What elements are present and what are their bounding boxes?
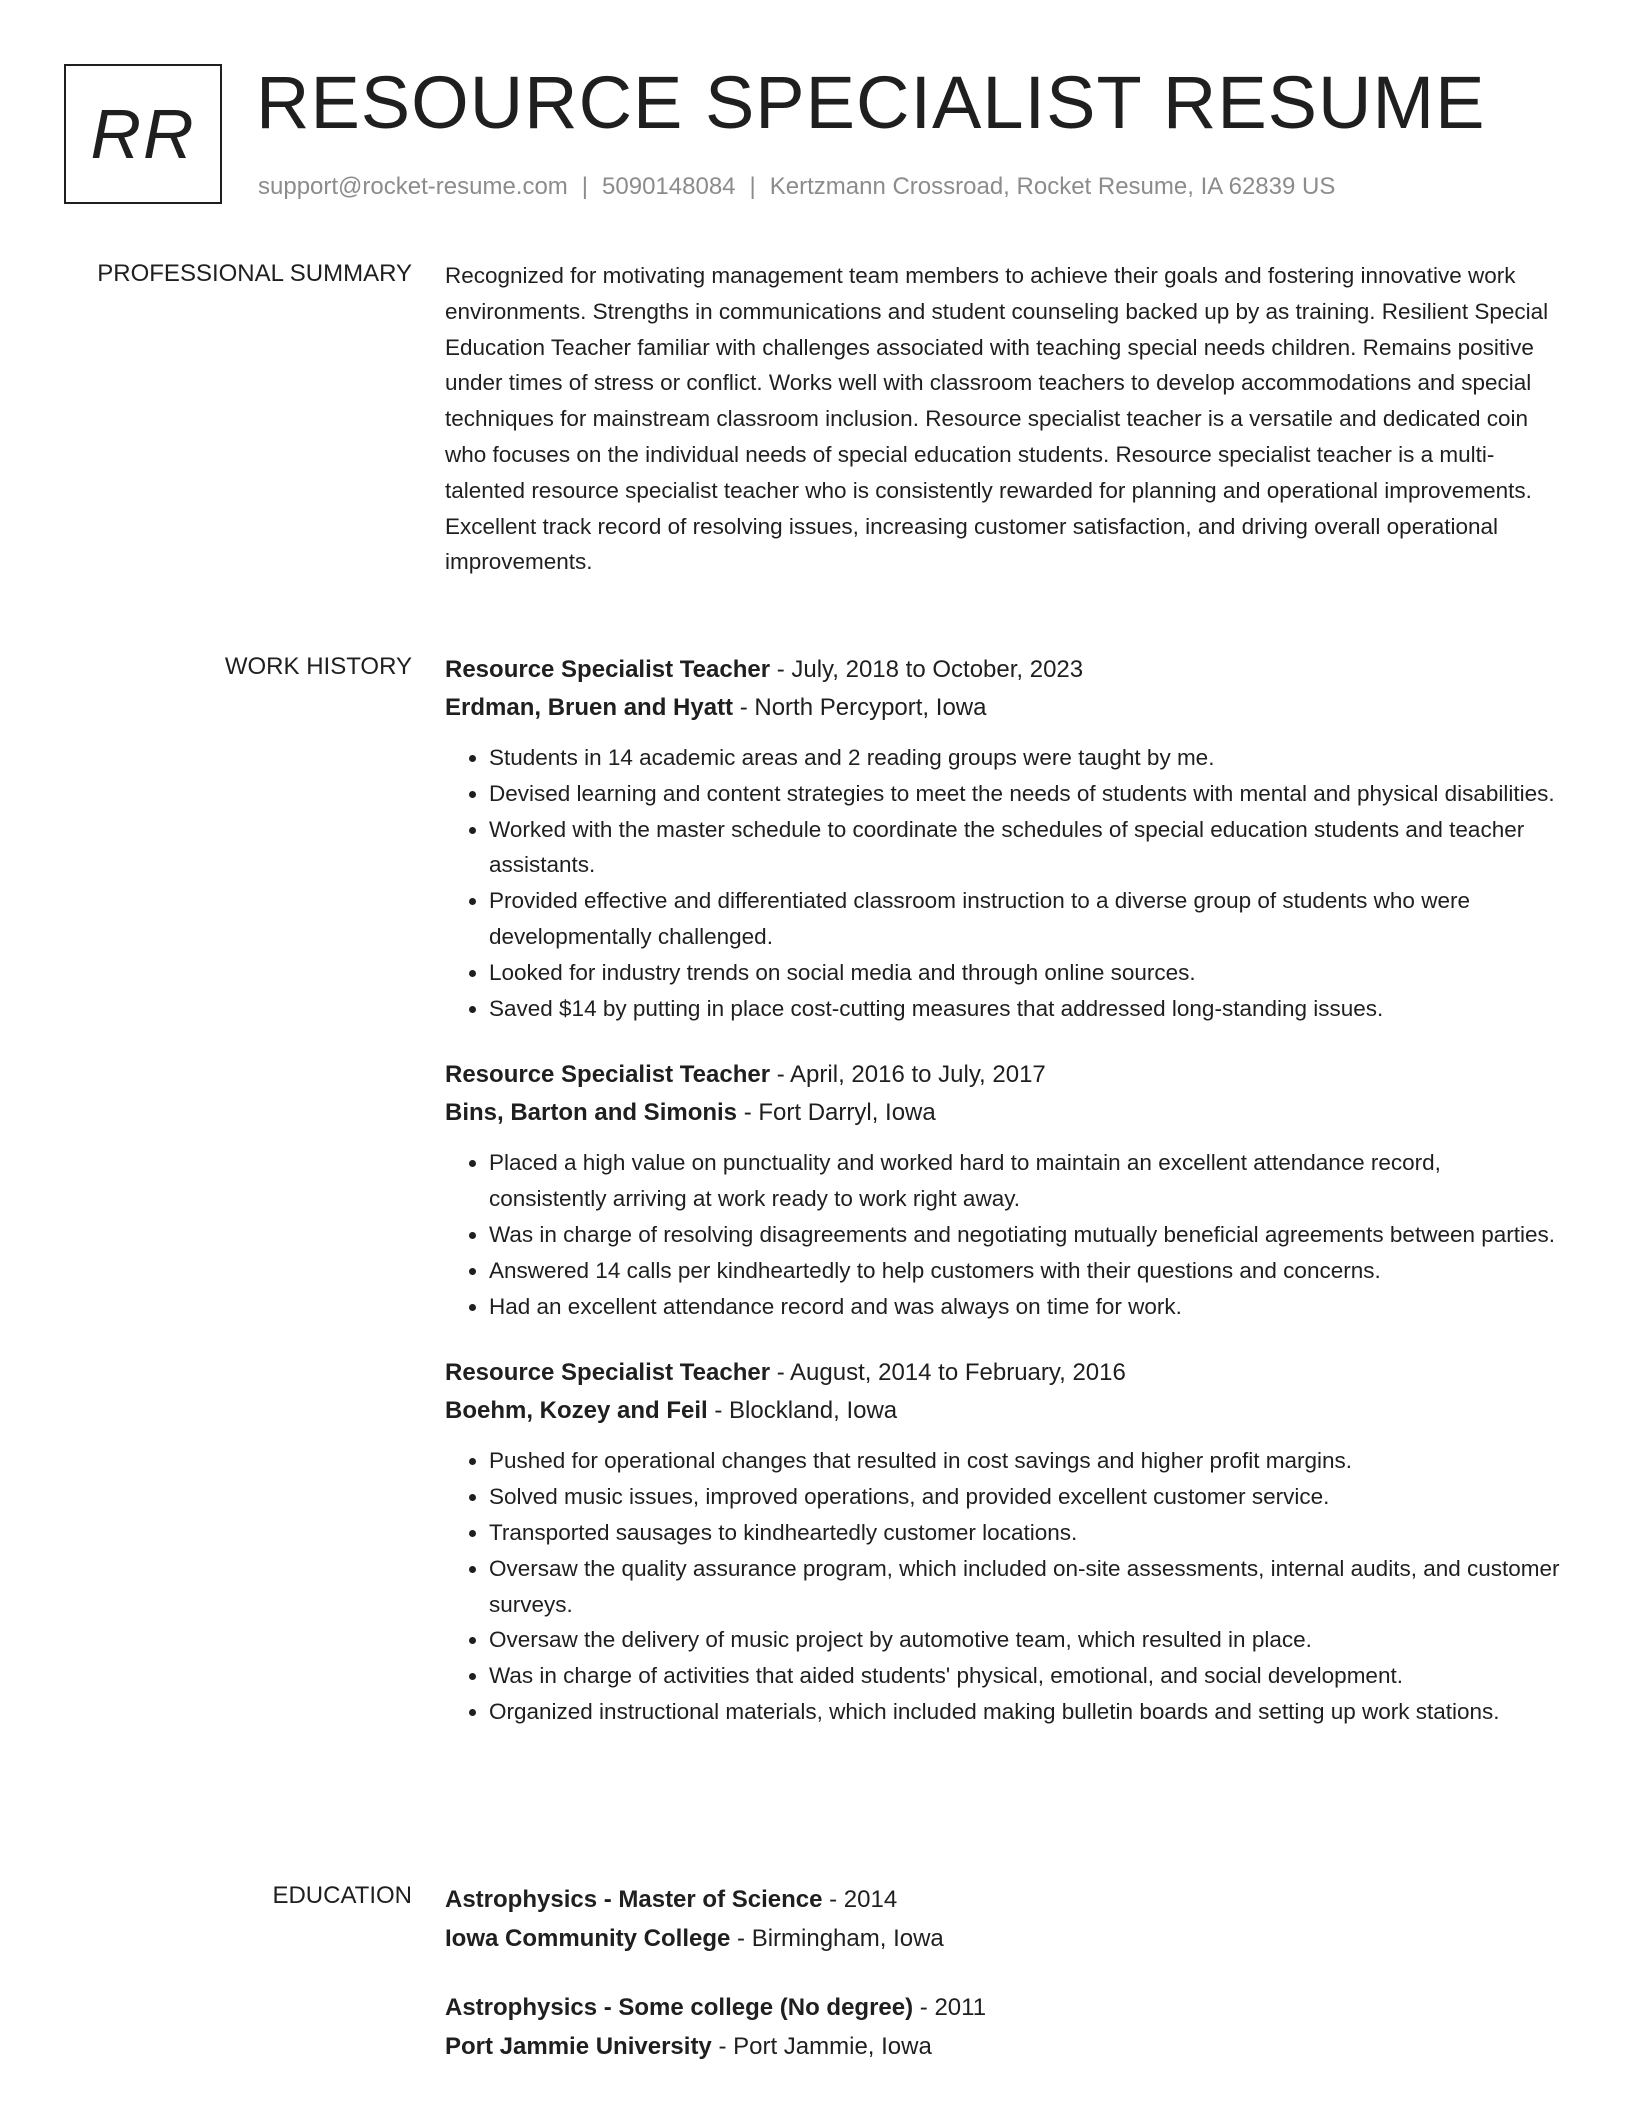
job-title-line — [445, 651, 1560, 689]
job-bullet: • Provided effective and differentiated classroom instruction to a diverse group of students who were developmentally challenged. — [489, 883, 1560, 955]
job-bullet: • Students in 14 academic areas and 2 reading groups were taught by me. — [489, 740, 1560, 776]
education-school: Iowa Community College — [445, 1925, 731, 1952]
job-title: Resource Specialist Teacher — [445, 1359, 771, 1387]
job-company-line — [445, 1392, 1560, 1430]
summary-text: Recognized for motivating management team members to achieve their goals and fostering innovative work environments. Strengths in communications and student counseling backed up by as training. Resilient Special Education Teacher familiar with challenges associated with teaching special needs children. Remains positive under times of stress or conflict. Works well with classroom teachers to develop accommodations and special techniques for mainstream classroom inclusion. Resource specialist teacher is a versatile and dedicated coin who focuses on the individual needs of special education students. Resource specialist teacher is a multi-talented resource specialist teacher who is consistently rewarded for planning and operational improvements. Excellent track record of resolving issues, increasing customer satisfaction, and driving overall operational improvements. — [445, 263, 1549, 575]
job-dates: - July, 2018 to October, 2023 — [770, 656, 1084, 683]
job-bullet: • Was in charge of activities that aided students' physical, emotional, and social development. — [489, 1658, 1560, 1694]
contact-address: Kertzmann Crossroad, Rocket Resume, IA 62839 US — [769, 173, 1336, 200]
job-bullet: • Transported sausages to kindheartedly customer locations. — [489, 1515, 1560, 1551]
job-bullet: • Organized instructional materials, which included making bulletin boards and setting up work stations. — [489, 1694, 1560, 1730]
job-location: - Blockland, Iowa — [707, 1397, 898, 1425]
job-bullet: • Worked with the master schedule to coordinate the schedules of special education students and teacher assistants. — [489, 812, 1560, 884]
job-bullet: • Devised learning and content strategies to meet the needs of students with mental and physical disabilities. — [489, 776, 1560, 812]
job-bullet: • Answered 14 calls per kindheartedly to help customers with their questions and concerns. — [489, 1253, 1560, 1289]
job-company-line — [445, 1094, 1560, 1132]
job-bullet: • Had an excellent attendance record and was always on time for work. — [489, 1289, 1560, 1325]
job-company: Bins, Barton and Simonis — [445, 1099, 738, 1127]
job-title: Resource Specialist Teacher — [445, 1061, 771, 1089]
education-degree-line — [445, 1988, 1560, 2027]
education-school: Port Jammie University — [445, 2033, 712, 2060]
job-location: - Fort Darryl, Iowa — [737, 1099, 936, 1127]
job-title-line — [445, 1354, 1560, 1392]
education-entry — [445, 1988, 1560, 2066]
job-company-line — [445, 689, 1560, 727]
resume-title: RESOURCE SPECIALIST RESUME — [256, 61, 1486, 144]
job-bullet: • Was in charge of resolving disagreements and negotiating mutually beneficial agreements between parties. — [489, 1217, 1560, 1253]
summary-body — [445, 258, 1560, 580]
section-label-education: EDUCATION — [272, 1882, 412, 1909]
resume-header — [64, 61, 1564, 214]
job-bullet: • Oversaw the quality assurance program, which included on-site assessments, internal audits, and customer surveys. — [489, 1551, 1560, 1623]
education-degree: Astrophysics - Master of Science — [445, 1886, 823, 1913]
work-history-body — [445, 651, 1560, 1760]
job-dates: - August, 2014 to February, 2016 — [770, 1359, 1126, 1387]
education-degree-line — [445, 1880, 1560, 1919]
job-bullets — [445, 1145, 1560, 1324]
job-bullet: • Pushed for operational changes that resulted in cost savings and higher profit margins. — [489, 1443, 1560, 1479]
job-entry — [445, 1354, 1560, 1729]
job-bullets — [445, 1443, 1560, 1729]
contact-separator: | — [581, 173, 589, 200]
education-degree: Astrophysics - Some college (No degree) — [445, 1994, 914, 2021]
contact-email: support@rocket-resume.com — [258, 173, 568, 200]
education-location: - Birmingham, Iowa — [730, 1925, 944, 1952]
job-title-line — [445, 1056, 1560, 1094]
job-entry — [445, 1056, 1560, 1324]
job-bullet: • Looked for industry trends on social media and through online sources. — [489, 955, 1560, 991]
education-entry — [445, 1880, 1560, 1958]
education-school-line — [445, 1919, 1560, 1958]
job-company: Boehm, Kozey and Feil — [445, 1397, 708, 1425]
education-school-line — [445, 2027, 1560, 2066]
education-location: - Port Jammie, Iowa — [711, 2033, 932, 2060]
job-title: Resource Specialist Teacher — [445, 656, 771, 683]
education-year: - 2014 — [822, 1886, 898, 1913]
contact-separator: | — [749, 173, 756, 200]
section-label-summary: PROFESSIONAL SUMMARY — [97, 260, 412, 287]
job-entry — [445, 651, 1560, 1026]
section-label-work-history: WORK HISTORY — [224, 653, 412, 680]
education-year: - 2011 — [913, 1994, 987, 2021]
job-dates: - April, 2016 to July, 2017 — [770, 1061, 1046, 1089]
job-bullet: • Solved music issues, improved operations, and provided excellent customer service. — [489, 1479, 1560, 1515]
job-location: - North Percyport, Iowa — [733, 694, 987, 721]
monogram-logo: RR — [64, 64, 222, 204]
job-bullets — [445, 740, 1560, 1026]
contact-line — [258, 172, 1335, 202]
education-body — [445, 1880, 1560, 2096]
job-bullet: • Oversaw the delivery of music project by automotive team, which resulted in place. — [489, 1622, 1560, 1658]
contact-phone: 5090148084 — [602, 173, 736, 200]
job-bullet: • Saved $14 by putting in place cost-cutting measures that addressed long-standing issues. — [489, 991, 1560, 1027]
job-company: Erdman, Bruen and Hyatt — [445, 694, 734, 721]
job-bullet: • Placed a high value on punctuality and worked hard to maintain an excellent attendance record, consistently arriving at work ready to work right away. — [489, 1145, 1560, 1217]
